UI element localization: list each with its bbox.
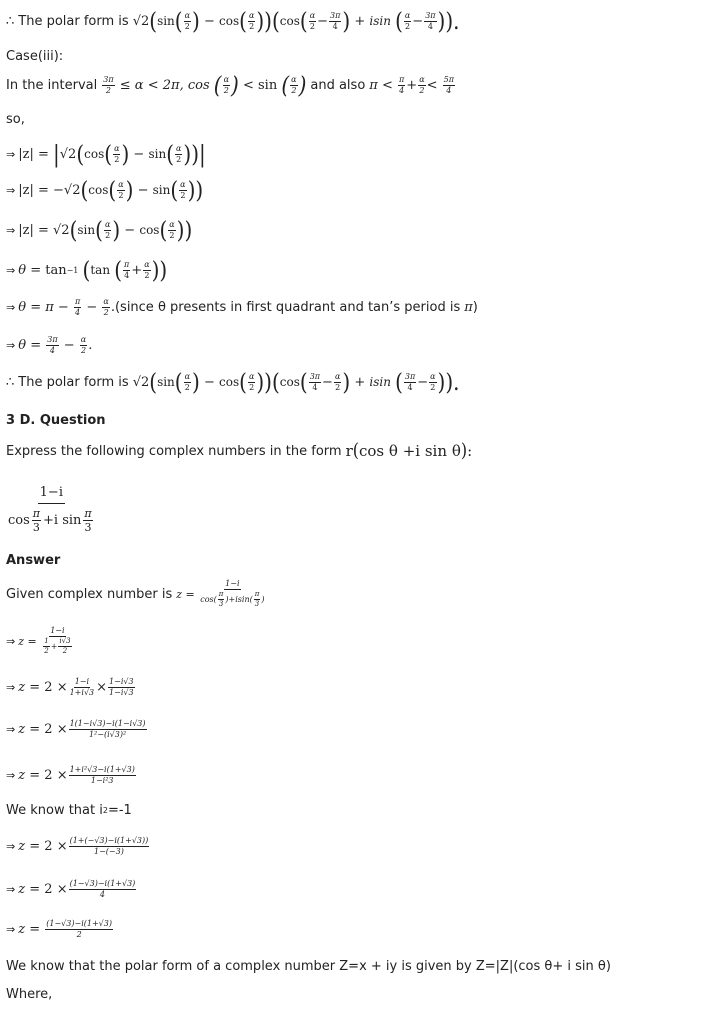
since-note: (since θ presents in first quadrant and tan’s period is (114, 299, 461, 315)
polar-form-definition: We know that the polar form of a complex number Z=x + iy is given by Z=|Z|(cos θ+ i sin θ) (6, 958, 611, 974)
fraction-3pi-4: $\frac{3\pi}{4}$ (330, 10, 341, 31)
fraction-alpha-2: $\frac{\alpha}{2}$ (404, 10, 411, 31)
question-fraction: 1−i cos $\frac{\pi}{3}$ + i sin $\frac{\pi}{3}$ (8, 484, 92, 534)
theta-step-3: ⇒ θ = $\frac{3\pi}{4}$ − $\frac{\alpha}{2}$ . (6, 334, 93, 355)
interval-intro: In the interval (6, 77, 98, 93)
fraction-alpha-2: $\frac{\alpha}{2}$ (248, 10, 255, 31)
modulus-step-1: ⇒ |z| = | √2 ( cos ( $\frac{\alpha}{2}$ ) − sin ( $\frac{\alpha}{2}$ ))| (6, 140, 206, 168)
sqrt-two: √2 (132, 13, 150, 29)
polar-form-line-2: ∴ The polar form is √2 ( sin ( $\frac{\alpha}{2}$ ) − cos ( $\frac{\alpha}{2}$ )) ( cos ( $\frac{3\pi}{4}$ − $\frac{\alpha}{2}$ ) + isin ( $\frac{3\pi}{4}$ − $\frac{\alpha}{2}$ ) ). (6, 368, 460, 396)
and-also-label: and also (310, 77, 366, 93)
z-step-6: ⇒ z = 2 × $\frac{(1-√3)-i(1+√3)}{4}$ (6, 878, 136, 899)
z-step-3: ⇒ z = 2 × $\frac{1(1-i√3)-i(1-i√3)}{\text{1²−(i√3)²}}$ (6, 718, 146, 739)
interval-line (6, 72, 456, 98)
z-step-4: ⇒ z = 2 × $\frac{\text{1+i²√3−i(1+√3)}}{\text{1−i²3}}$ (6, 764, 135, 785)
theta-step-2: ⇒ θ = π − $\frac{\pi}{4}$ − $\frac{\alpha}{2}$ . (since θ presents in first quadrant and tan’s period is π ) (6, 296, 478, 317)
case-heading: Case(iii): (6, 48, 64, 64)
question-text-line: Express the following complex numbers in the form r ( cos θ + i sin θ ) : (6, 439, 473, 462)
question-heading: 3 D. Question (6, 412, 106, 428)
z-step-7: ⇒ z = $\frac{(1-√3)-i(1+√3)}{2}$ (6, 918, 112, 939)
therefore-symbol: ∴ (6, 13, 15, 29)
polar-form-label: The polar form is (18, 13, 129, 29)
polar-form-line-1 (6, 6, 460, 36)
fraction-alpha-2: $\frac{\alpha}{2}$ (309, 10, 316, 31)
z-step-5: ⇒ z = 2 × $\frac{(1+(-√3)-i(1+√3))}{1-(-3)}$ (6, 835, 149, 856)
answer-heading: Answer (6, 552, 61, 568)
question-text: Express the following complex numbers in the form (6, 443, 342, 459)
fraction-3pi-4: $\frac{3\pi}{4}$ (425, 10, 436, 31)
and-also-expression: π < $\frac{\pi}{4}$ + $\frac{\alpha}{2}$ < $\frac{5\pi}{4}$ (369, 74, 454, 95)
given-line: Given complex number is z = 1−i cos( $\frac{\pi}{3}$ )+isin( $\frac{\pi}{3}$ ) (6, 579, 265, 608)
z-step-1: ⇒ z = 1−i $\frac{1}{2}$ + $\frac{i√3}{2}$ (6, 626, 71, 655)
i-squared-note: We know that i 2 =-1 (6, 802, 132, 818)
interval-expression: $\frac{3\pi}{2}$ ≤ α < 2π, cos ( $\frac{\alpha}{2}$ ) < sin ( $\frac{\alpha}{2}$ ) (103, 71, 307, 99)
so-label: so, (6, 111, 25, 127)
polar-form-expression: √2 ( sin ( $\frac{\alpha}{2}$ ) − cos ( $\frac{\alpha}{2}$ )) ( cos ( $\frac{\alpha}{2}$ − $\frac{3\pi}{4}$ ) + isin ( $\frac{\alpha}{2}$ − $\frac{3\pi}{4}$ ) ). (132, 7, 460, 35)
modulus-step-3: ⇒ |z| = √2 ( sin ( $\frac{\alpha}{2}$ ) − cos ( $\frac{\alpha}{2}$ )) (6, 216, 193, 244)
where-label: Where, (6, 986, 53, 1002)
modulus-step-2: ⇒ |z| = − √2 ( cos ( $\frac{\alpha}{2}$ ) − sin ( $\frac{\alpha}{2}$ )) (6, 176, 204, 204)
given-text: Given complex number is (6, 586, 173, 602)
implies-arrow: ⇒ (6, 147, 16, 161)
theta-step-1: ⇒ θ = tan −1 ( tan ( $\frac{\pi}{4}$ + $\frac{\alpha}{2}$ )) (6, 256, 168, 284)
z-step-2: ⇒ z = 2 × $\frac{1-i}{1+i√3}$ × $\frac{1-i√3}{1-i√3}$ (6, 676, 134, 697)
fraction-alpha-2: $\frac{\alpha}{2}$ (184, 10, 191, 31)
